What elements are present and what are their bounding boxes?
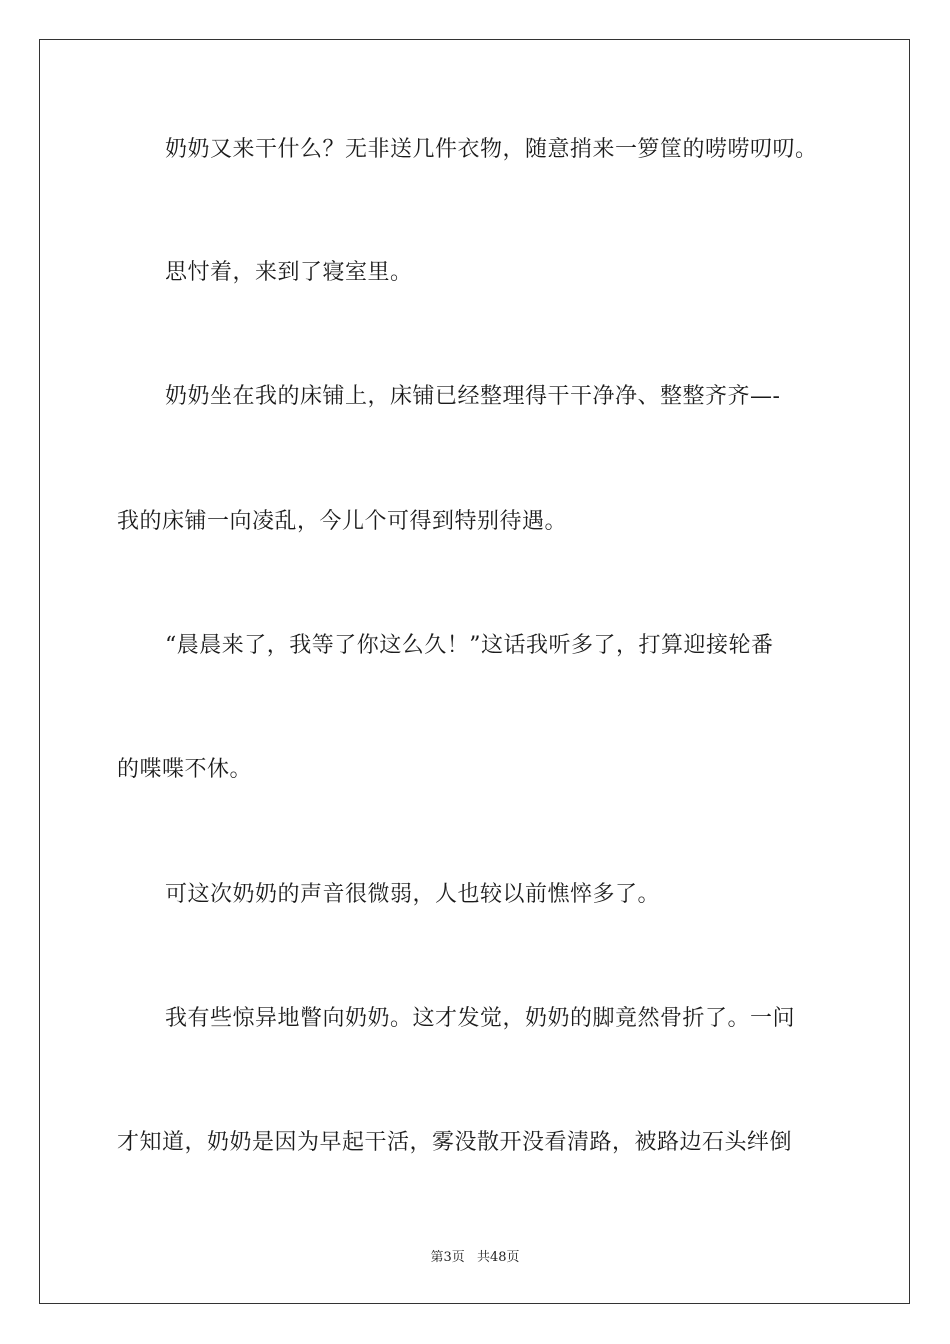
page-number: 第3页 bbox=[430, 1250, 465, 1265]
paragraph-line: “晨晨来了，我等了你这么久！”这话我听多了，打算迎接轮番 bbox=[165, 633, 774, 658]
paragraph-line: 奶奶又来干什么？无非送几件衣物，随意捎来一箩筐的唠唠叨叨。 bbox=[165, 137, 818, 162]
paragraph-line: 我有些惊异地瞥向奶奶。这才发觉，奶奶的脚竟然骨折了。一问 bbox=[165, 1006, 796, 1031]
paragraph-line: 的喋喋不休。 bbox=[117, 757, 253, 782]
page-border bbox=[39, 39, 910, 1304]
paragraph-line: 才知道，奶奶是因为早起干活，雾没散开没看清路，被路边石头绊倒 bbox=[117, 1130, 793, 1155]
page-footer bbox=[0, 1246, 950, 1265]
page-total: 共48页 bbox=[476, 1250, 520, 1265]
paragraph-line: 奶奶坐在我的床铺上，床铺已经整理得干干净净、整整齐齐—- bbox=[165, 384, 781, 409]
paragraph-line: 可这次奶奶的声音很微弱，人也较以前憔悴多了。 bbox=[165, 882, 661, 907]
paragraph-line: 思忖着，来到了寝室里。 bbox=[165, 260, 413, 285]
paragraph-line: 我的床铺一向凌乱，今儿个可得到特别待遇。 bbox=[117, 509, 568, 534]
